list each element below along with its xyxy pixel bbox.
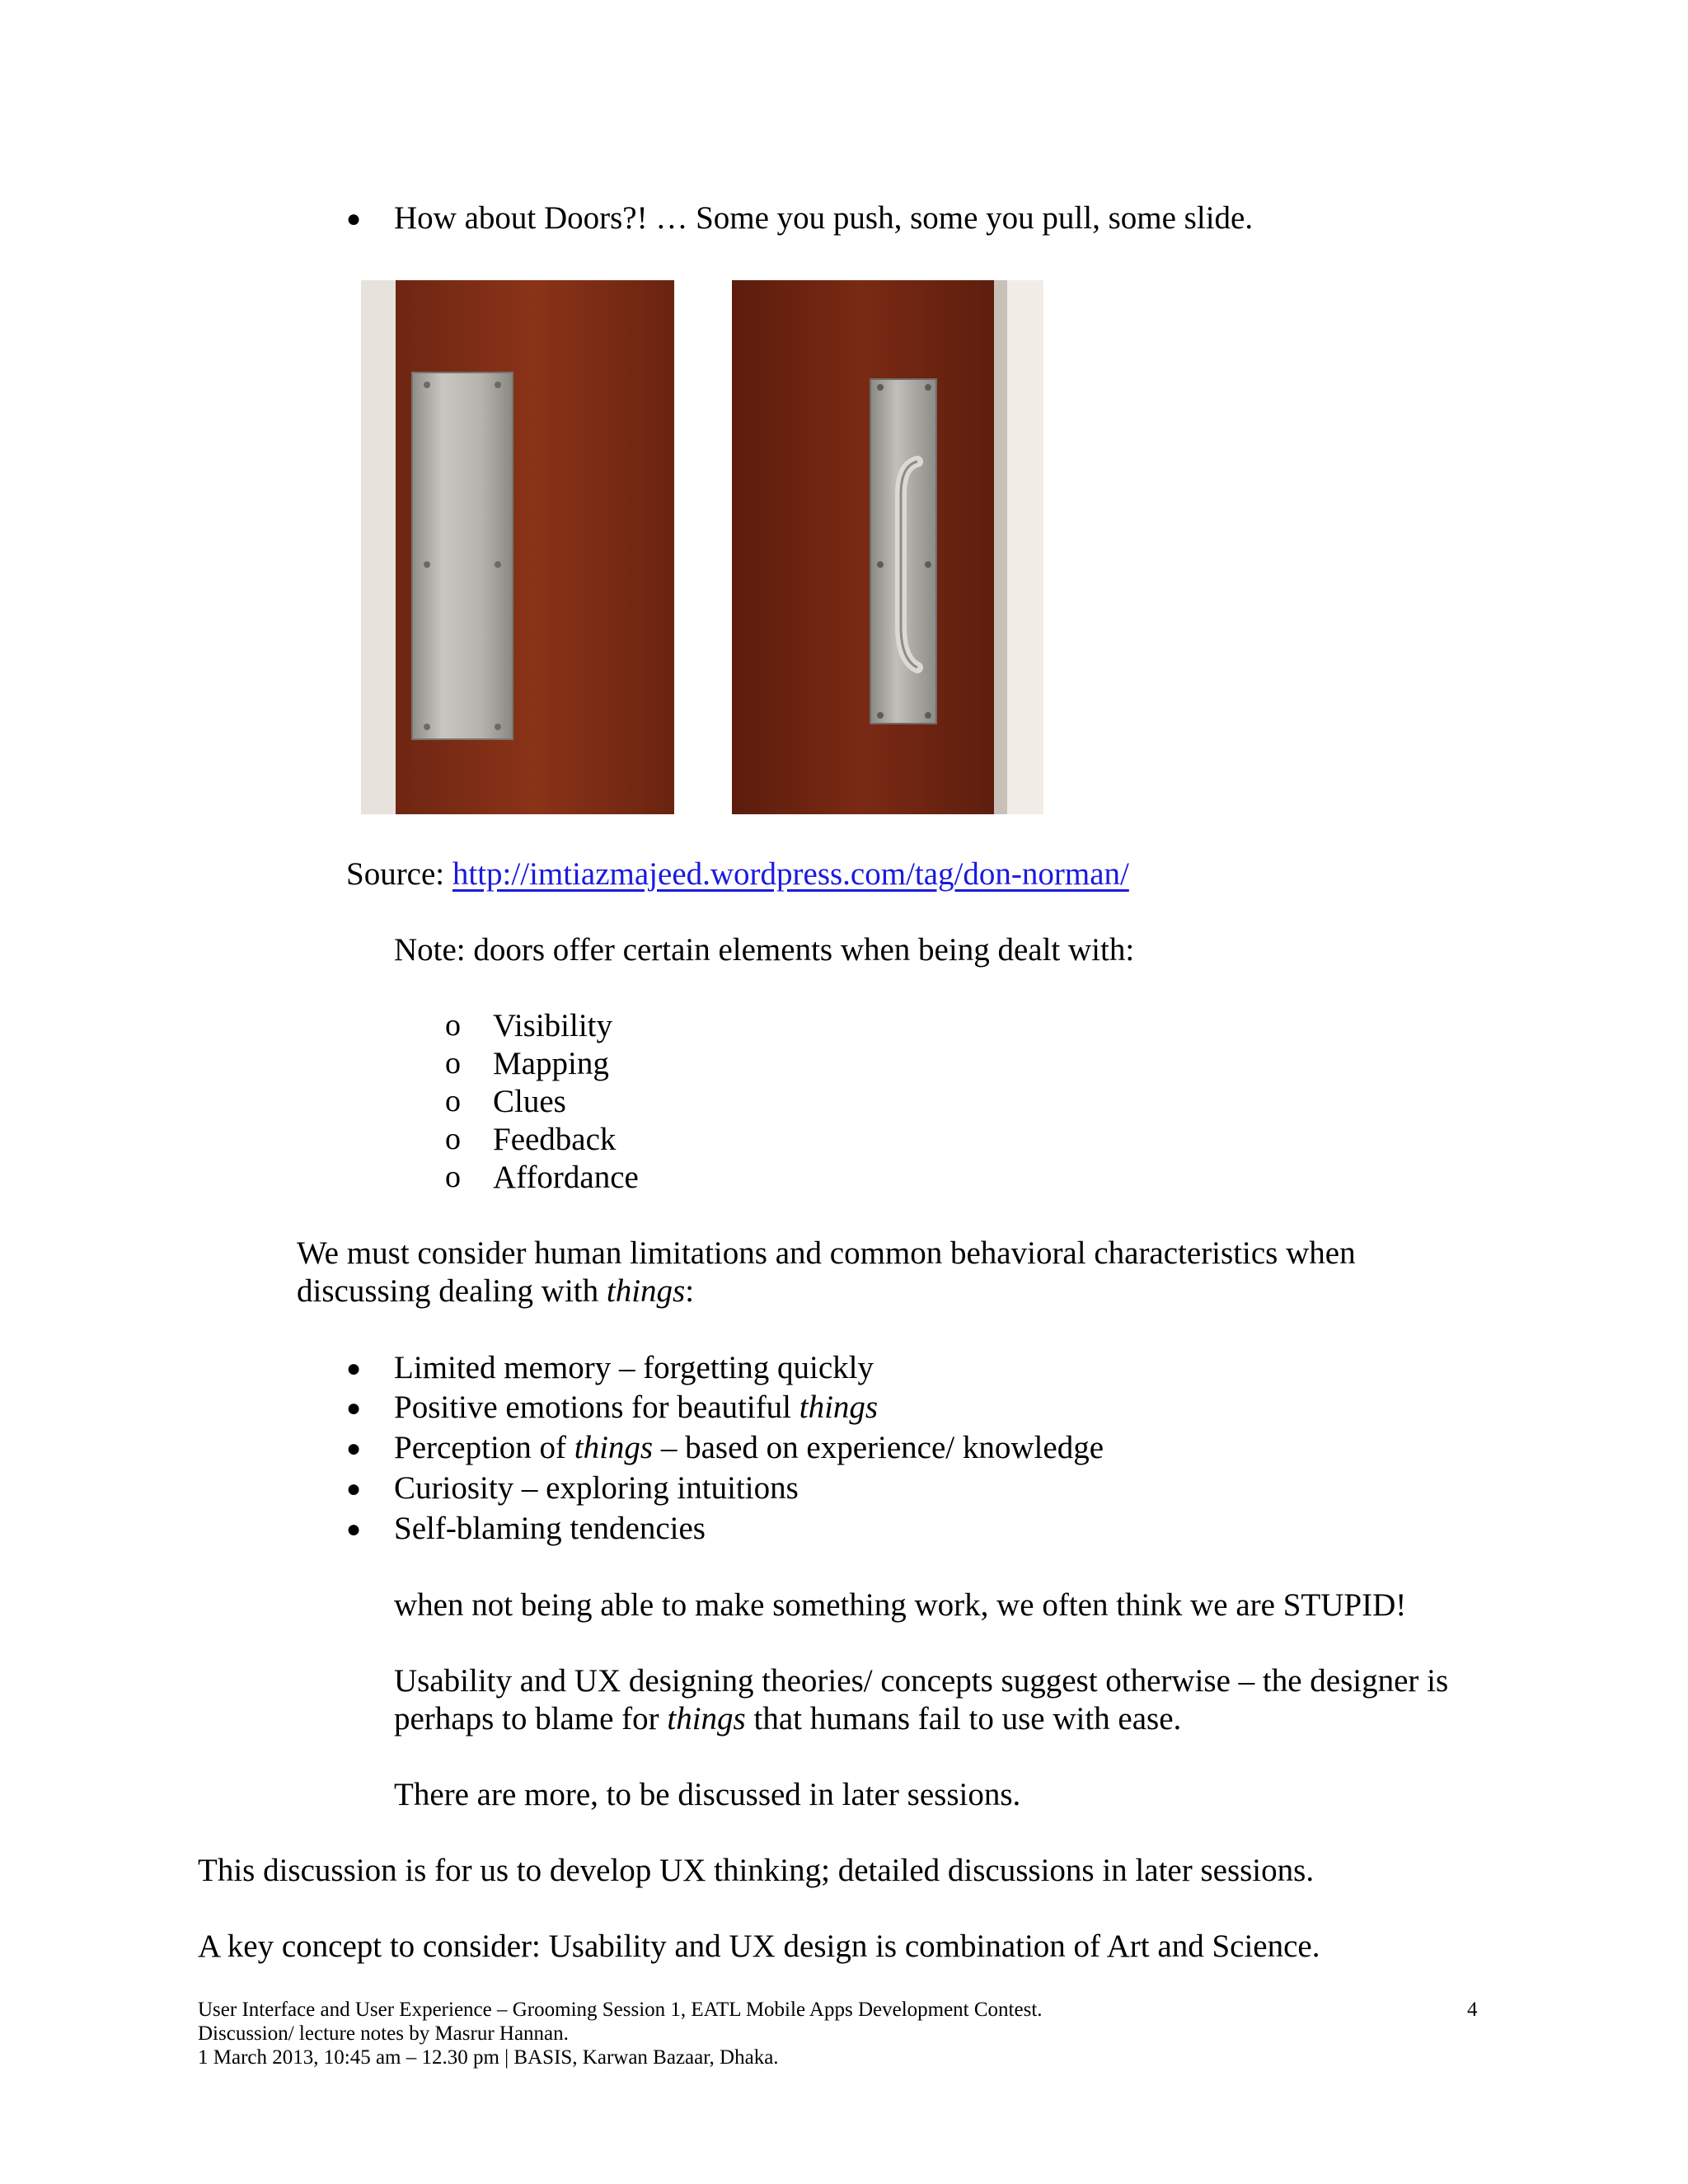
footer-line3: 1 March 2013, 10:45 am – 12.30 pm | BASIS, Karwan Bazaar, Dhaka. bbox=[198, 2046, 779, 2069]
doors-bullet-text: How about Doors?! … Some you push, some you pull, some slide. bbox=[394, 200, 1254, 236]
bullet-marker: ● bbox=[346, 1435, 362, 1462]
list-marker: o bbox=[445, 1084, 461, 1118]
source-line bbox=[346, 855, 1129, 893]
list-item: Visibility bbox=[493, 1008, 613, 1043]
emphasis-text: things bbox=[667, 1701, 746, 1736]
text-span: perhaps to blame for bbox=[394, 1701, 668, 1736]
emphasis-text: things bbox=[606, 1273, 686, 1309]
text-span: Curiosity – exploring intuitions bbox=[394, 1470, 799, 1506]
pull-handle-door-icon bbox=[732, 280, 1043, 814]
bullet-marker: ● bbox=[346, 1516, 362, 1543]
text-span: Limited memory – forgetting quickly bbox=[394, 1350, 874, 1385]
list-item bbox=[394, 1510, 706, 1548]
bullet-marker: ● bbox=[346, 1475, 362, 1502]
text-span: – based on experience/ knowledge bbox=[653, 1430, 1104, 1465]
source-label: Source: bbox=[346, 856, 452, 892]
list-marker: o bbox=[445, 1046, 461, 1080]
discussion-line: This discussion is for us to develop UX thinking; detailed discussions in later sessions. bbox=[198, 1853, 1315, 1888]
list-marker: o bbox=[445, 1122, 461, 1156]
usability-line2 bbox=[394, 1700, 1181, 1738]
list-marker: o bbox=[445, 1160, 461, 1194]
page-number: 4 bbox=[1467, 1999, 1478, 2021]
list-item bbox=[394, 1429, 1104, 1467]
list-item: Mapping bbox=[493, 1046, 609, 1081]
stupid-line: when not being able to make something work, we often think we are STUPID! bbox=[394, 1587, 1407, 1623]
bullet-marker: ● bbox=[346, 1355, 362, 1382]
emphasis-text: things bbox=[574, 1430, 654, 1465]
push-door-illustration bbox=[361, 280, 674, 814]
text-span: Positive emotions for beautiful bbox=[394, 1390, 799, 1425]
usability-line1: Usability and UX designing theories/ concepts suggest otherwise – the designer is bbox=[394, 1663, 1449, 1699]
list-item: Clues bbox=[493, 1084, 566, 1119]
list-item: Feedback bbox=[493, 1122, 617, 1157]
text-span: that humans fail to use with ease. bbox=[745, 1701, 1182, 1736]
footer-line2: Discussion/ lecture notes by Masrur Hannan. bbox=[198, 2022, 569, 2045]
text-span: Self-blaming tendencies bbox=[394, 1511, 706, 1546]
list-marker: o bbox=[445, 1008, 461, 1043]
text-span: : bbox=[685, 1273, 695, 1309]
list-item bbox=[394, 1389, 878, 1427]
paragraph-limitations-line2 bbox=[297, 1272, 694, 1310]
more-sessions-line: There are more, to be discussed in later sessions. bbox=[394, 1777, 1021, 1812]
push-plate-door-icon bbox=[361, 280, 674, 814]
key-concept-line: A key concept to consider: Usability and UX design is combination of Art and Science. bbox=[198, 1929, 1320, 1964]
bullet-marker: ● bbox=[346, 205, 362, 232]
text-span: Perception of bbox=[394, 1430, 574, 1465]
list-item: Affordance bbox=[493, 1160, 639, 1195]
paragraph-limitations-line1: We must consider human limitations and common behavioral characteristics when bbox=[297, 1235, 1356, 1271]
emphasis-text: things bbox=[799, 1390, 879, 1425]
bullet-marker: ● bbox=[346, 1394, 362, 1422]
pull-door-illustration bbox=[732, 280, 1043, 814]
list-item bbox=[394, 1349, 874, 1387]
footer-line1: User Interface and User Experience – Grooming Session 1, EATL Mobile Apps Development Contest. bbox=[198, 1999, 1043, 2021]
text-span: discussing dealing with bbox=[297, 1273, 607, 1309]
source-link[interactable]: http://imtiazmajeed.wordpress.com/tag/don-norman/ bbox=[452, 856, 1129, 892]
note-line: Note: doors offer certain elements when being dealt with: bbox=[394, 932, 1135, 968]
list-item bbox=[394, 1469, 799, 1507]
